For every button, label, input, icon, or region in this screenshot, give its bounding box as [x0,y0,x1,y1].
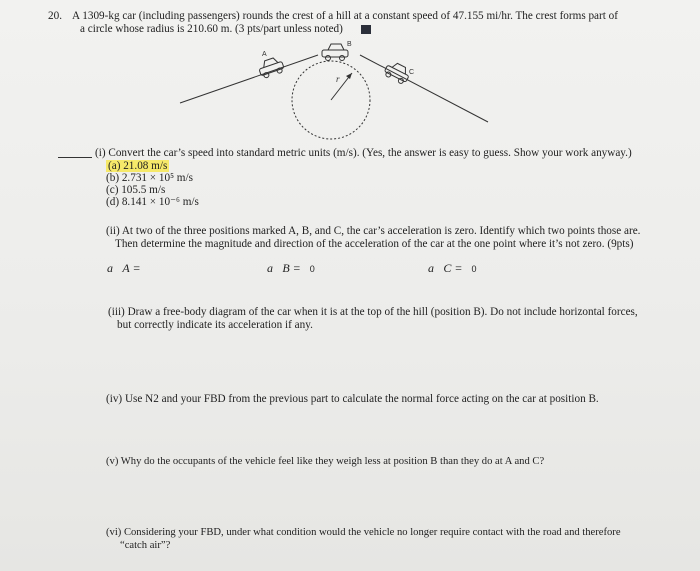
radius-arrowhead [346,73,352,79]
answer-blank-line [58,157,92,158]
part-ii-line-2: Then determine the magnitude and direction of the acceleration of the car at the one point where it’s not zero. (9pts) [115,238,634,250]
a-b-value[interactable]: 0 [309,264,315,274]
part-vi-line-2: “catch air”? [120,540,171,551]
option-c[interactable]: (c) 105.5 m/s [106,184,166,196]
part-iv-line-1: (iv) Use N2 and your FBD from the previous part to calculate the normal force acting on the car at position B. [106,393,599,405]
car-b-icon [322,44,348,61]
label-r: r [336,74,340,84]
option-d[interactable]: (d) 8.141 × 10⁻⁶ m/s [106,196,199,208]
a-a-text: a⃗A = [107,261,141,275]
car-c-icon [383,60,415,86]
label-c: C [409,69,415,76]
a-b-label [267,262,315,276]
a-c-label [428,262,476,276]
part-v-line-1: (v) Why do the occupants of the vehicle feel like they weigh less at position B than they do at A and C? [106,456,545,467]
option-b[interactable]: (b) 2.731 × 10⁵ m/s [106,172,193,184]
label-a: A [262,51,267,58]
slope-right-line [360,55,488,122]
a-c-text: a⃗C = [428,261,463,275]
problem-line-1: A 1309-kg car (including passengers) rounds the crest of a hill at a constant speed of 47.155 mi/hr. The crest forms part of [72,10,618,22]
label-b: B [347,41,352,48]
problem-line-2-text: a circle whose radius is 210.60 m. (3 pts/part unless noted) [80,23,343,35]
part-ii-line-1: (ii) At two of the three positions marked A, B, and C, the car’s acceleration is zero. Identify which two points those are. [106,225,641,237]
slope-left-line [180,55,318,103]
a-b-text: a⃗B = [267,261,301,275]
a-c-value[interactable]: 0 [471,264,477,274]
part-iii-line-2: but correctly indicate its acceleration if any. [117,319,313,331]
part-vi-line-1: (vi) Considering your FBD, under what condition would the vehicle no longer require contact with the road and therefore [106,527,621,538]
option-a-label: (a) 21.08 m/s [108,160,168,172]
a-a-label [107,262,141,275]
problem-number: 20. [48,10,62,22]
part-iii-line-1: (iii) Draw a free-body diagram of the car when it is at the top of the hill (position B). Do not include horizontal forces, [108,306,638,318]
part-i-question: (i) Convert the car’s speed into standard metric units (m/s). (Yes, the answer is easy to guess. Show your work anyway.) [95,147,632,159]
